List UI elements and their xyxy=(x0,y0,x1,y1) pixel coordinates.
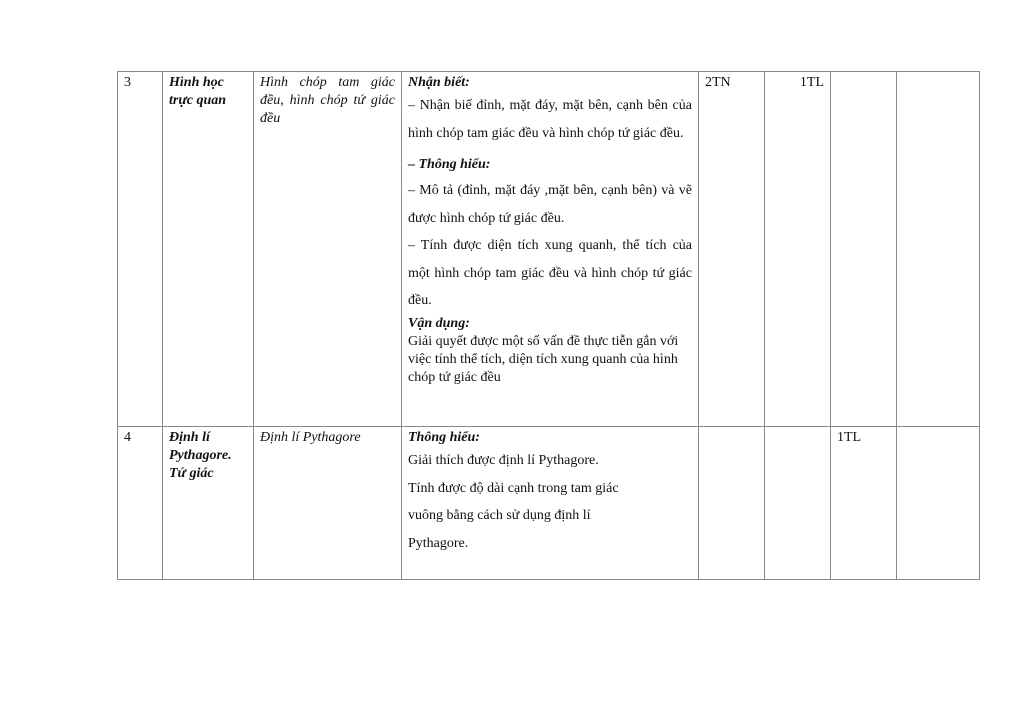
count-nhan-biet xyxy=(699,427,765,580)
requirement-text: Tính được độ dài cạnh trong tam giác xyxy=(408,480,619,496)
level-heading-thong-hieu: Thông hiểu: xyxy=(408,430,480,445)
requirement-text: – Nhận biế đỉnh, mặt đáy, mặt bên, cạnh bên của hình chóp tam giác đều và hình chóp tứ giác đều. xyxy=(408,98,692,141)
content-cell: Định lí Pythagore xyxy=(254,427,402,580)
topic-line: Định lí xyxy=(169,430,210,445)
count-van-dung: 1TL xyxy=(831,427,897,580)
count-van-dung-cao xyxy=(897,72,980,427)
requirement-text: Pythagore. xyxy=(408,535,469,551)
requirement-text: – Tính được diện tích xung quanh, thể tích của một hình chóp tam giác đều và hình chóp tứ giác đều. xyxy=(408,238,692,308)
content-cell: Hình chóp tam giác đều, hình chóp tứ giác đều xyxy=(254,72,402,427)
count-van-dung-cao xyxy=(897,427,980,580)
row-number: 3 xyxy=(118,72,163,427)
topic-line: Pythagore. xyxy=(169,448,232,463)
requirement-text: vuông bằng cách sử dụng định lí xyxy=(408,508,591,523)
table-row xyxy=(118,427,980,580)
requirements-cell xyxy=(402,427,699,580)
spec-table xyxy=(117,71,980,580)
requirement-text: Giải quyết được một số vấn đề thực tiễn gắn với việc tính thể tích, diện tích xung quanh của hình chóp tứ giác đều xyxy=(408,333,679,385)
level-heading-van-dung: Vận dụng: xyxy=(408,315,470,331)
count-thong-hieu xyxy=(765,427,831,580)
level-heading-nhan-biet: Nhận biết: xyxy=(408,75,470,90)
requirement-text: – Mô tả (đỉnh, mặt đáy ,mặt bên, cạnh bên) và vẽ được hình chóp tứ giác đều. xyxy=(408,183,692,226)
requirement-text: Giải thích được định lí Pythagore. xyxy=(408,453,599,468)
topic-line: Tứ giác xyxy=(169,466,214,481)
requirements-cell xyxy=(402,72,699,427)
level-heading-thong-hieu: – Thông hiểu: xyxy=(408,157,491,172)
topic-cell: Hình học trực quan xyxy=(163,72,254,427)
count-nhan-biet: 2TN xyxy=(699,72,765,427)
topic-cell xyxy=(163,427,254,580)
count-thong-hieu: 1TL xyxy=(765,72,831,427)
row-number: 4 xyxy=(118,427,163,580)
count-van-dung xyxy=(831,72,897,427)
table-row xyxy=(118,72,980,427)
